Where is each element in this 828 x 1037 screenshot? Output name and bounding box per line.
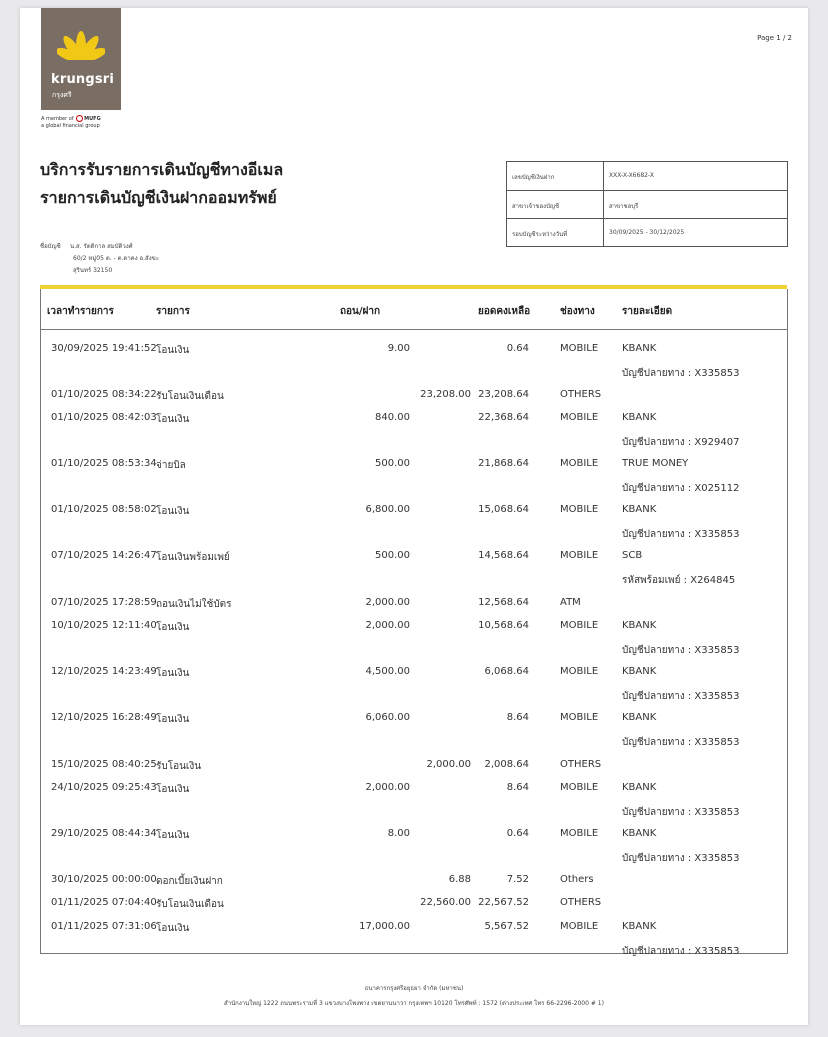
row-balance: 8.64 — [506, 712, 529, 723]
row-withdraw: 2,000.00 — [365, 597, 410, 608]
row-balance: 14,568.64 — [478, 550, 529, 561]
info-value: 30/09/2025 - 30/12/2025 — [609, 229, 685, 236]
row-description: รับโอนเงินเดือน — [156, 391, 224, 402]
row-description: โอนเงิน — [156, 714, 190, 725]
row-time: 01/10/2025 08:34:22 — [51, 389, 157, 400]
row-balance: 2,008.64 — [484, 759, 529, 770]
row-channel: Others — [560, 874, 594, 885]
account-name-value: น.ส. รัตติกาล สมบัติวงศ์ — [70, 243, 133, 250]
row-channel: MOBILE — [560, 458, 599, 469]
row-balance: 0.64 — [506, 343, 529, 354]
row-channel: MOBILE — [560, 782, 599, 793]
row-channel: MOBILE — [560, 828, 599, 839]
row-destination: บัญชีปลายทาง : X335853 — [622, 368, 740, 379]
row-description: โอนเงินพร้อมเพย์ — [156, 552, 230, 563]
row-description: โอนเงิน — [156, 830, 190, 841]
row-destination: บัญชีปลายทาง : X335853 — [622, 946, 740, 957]
row-detail: KBANK — [622, 412, 657, 423]
row-destination: บัญชีปลายทาง : X335853 — [622, 737, 740, 748]
row-description: โอนเงิน — [156, 923, 190, 934]
row-withdraw: 840.00 — [375, 412, 410, 423]
row-time: 30/09/2025 19:41:52 — [51, 343, 157, 354]
row-time: 07/10/2025 14:26:47 — [51, 550, 157, 561]
row-time: 24/10/2025 09:25:43 — [51, 782, 157, 793]
row-time: 15/10/2025 08:40:25 — [51, 759, 157, 770]
row-time: 01/10/2025 08:53:34 — [51, 458, 157, 469]
row-deposit: 23,208.00 — [420, 389, 471, 400]
info-label: รอบบัญชีระหว่างวันที่ — [512, 231, 568, 238]
row-description: โอนเงิน — [156, 784, 190, 795]
row-detail: SCB — [622, 550, 643, 561]
row-deposit: 2,000.00 — [426, 759, 471, 770]
member-brand: MUFG — [84, 116, 101, 122]
row-balance: 21,868.64 — [478, 458, 529, 469]
info-label: เลขบัญชีเงินฝาก — [512, 174, 555, 181]
page-number: Page 1 / 2 — [757, 34, 792, 42]
row-description: โอนเงิน — [156, 414, 190, 425]
row-balance: 22,567.52 — [478, 897, 529, 908]
row-time: 12/10/2025 16:28:49 — [51, 712, 157, 723]
krungsri-logo — [41, 8, 121, 110]
row-channel: MOBILE — [560, 504, 599, 515]
krungsri-symbol-icon — [57, 22, 105, 66]
row-detail: KBANK — [622, 782, 657, 793]
row-description: โอนเงิน — [156, 622, 190, 633]
row-destination: บัญชีปลายทาง : X335853 — [622, 807, 740, 818]
row-time: 01/10/2025 08:42:03 — [51, 412, 157, 423]
row-channel: MOBILE — [560, 343, 599, 354]
col-channel: ช่องทาง — [560, 306, 595, 317]
row-withdraw: 4,500.00 — [365, 666, 410, 677]
row-time: 01/11/2025 07:04:40 — [51, 897, 157, 908]
row-description: โอนเงิน — [156, 668, 190, 679]
row-balance: 6,068.64 — [484, 666, 529, 677]
row-deposit: 22,560.00 — [420, 897, 471, 908]
row-balance: 7.52 — [506, 874, 529, 885]
row-balance: 10,568.64 — [478, 620, 529, 631]
row-balance: 12,568.64 — [478, 597, 529, 608]
row-destination: บัญชีปลายทาง : X335853 — [622, 645, 740, 656]
row-time: 01/10/2025 08:58:02 — [51, 504, 157, 515]
info-row-account-number — [507, 162, 787, 190]
footer-address: สำนักงานใหญ่ 1222 ถนนพระรามที่ 3 แขวงบางโพงพาง เขตยานนาวา กรุงเทพฯ 10120 โทรศัพท์ : 1572 (ต่างประเทศ โทร 66-2296-2000 # 1) — [224, 1000, 604, 1007]
row-detail: KBANK — [622, 620, 657, 631]
row-withdraw: 9.00 — [387, 343, 410, 354]
row-destination: บัญชีปลายทาง : X335853 — [622, 853, 740, 864]
row-withdraw: 6,800.00 — [365, 504, 410, 515]
col-detail: รายละเอียด — [622, 306, 673, 317]
logo-thai-text: กรุงศรี — [52, 91, 72, 99]
row-withdraw: 500.00 — [375, 550, 410, 561]
account-holder — [40, 241, 159, 277]
row-time: 01/11/2025 07:31:06 — [51, 921, 157, 932]
row-channel: OTHERS — [560, 389, 602, 400]
member-tagline: a global financial group — [41, 123, 100, 129]
row-detail: KBANK — [622, 343, 657, 354]
row-balance: 22,368.64 — [478, 412, 529, 423]
row-channel: OTHERS — [560, 759, 602, 770]
row-destination: บัญชีปลายทาง : X929407 — [622, 437, 740, 448]
row-description: โอนเงิน — [156, 345, 190, 356]
row-time: 07/10/2025 17:28:59 — [51, 597, 157, 608]
address-line-1: 60/2 หมู่05 ต. - ต.ดาคง อ.สังขะ — [73, 255, 159, 262]
col-description: รายการ — [156, 306, 190, 317]
row-channel: MOBILE — [560, 412, 599, 423]
row-balance: 8.64 — [506, 782, 529, 793]
row-withdraw: 17,000.00 — [359, 921, 410, 932]
row-detail: KBANK — [622, 504, 657, 515]
mufg-member-note — [41, 115, 151, 130]
row-balance: 15,068.64 — [478, 504, 529, 515]
row-channel: MOBILE — [560, 921, 599, 932]
row-detail: KBANK — [622, 828, 657, 839]
row-description: รับโอนเงินเดือน — [156, 899, 224, 910]
row-destination: บัญชีปลายทาง : X335853 — [622, 529, 740, 540]
row-destination: รหัสพร้อมเพย์ : X264845 — [622, 575, 736, 586]
row-channel: MOBILE — [560, 550, 599, 561]
row-withdraw: 2,000.00 — [365, 782, 410, 793]
row-channel: MOBILE — [560, 666, 599, 677]
row-destination: บัญชีปลายทาง : X025112 — [622, 483, 740, 494]
row-channel: OTHERS — [560, 897, 602, 908]
row-withdraw: 8.00 — [387, 828, 410, 839]
row-balance: 5,567.52 — [484, 921, 529, 932]
mufg-mark-icon — [76, 115, 83, 122]
row-destination: บัญชีปลายทาง : X335853 — [622, 691, 740, 702]
row-detail: KBANK — [622, 921, 657, 932]
row-description: โอนเงิน — [156, 506, 190, 517]
statement-title: รายการเดินบัญชีเงินฝากออมทรัพย์ — [40, 188, 277, 207]
table-header — [41, 289, 787, 330]
row-time: 29/10/2025 08:44:34 — [51, 828, 157, 839]
row-deposit: 6.88 — [448, 874, 471, 885]
row-detail: KBANK — [622, 666, 657, 677]
info-label: สาขาเจ้าของบัญชี — [512, 203, 560, 210]
info-row-period — [507, 218, 787, 247]
info-value: สาขาชลบุรี — [609, 203, 639, 210]
row-withdraw: 500.00 — [375, 458, 410, 469]
row-withdraw: 6,060.00 — [365, 712, 410, 723]
col-amount: ถอน/ฝาก — [340, 306, 381, 317]
row-channel: ATM — [560, 597, 581, 608]
footer-bank-name: ธนาคารกรุงศรีอยุธยา จำกัด (มหาชน) — [364, 985, 464, 992]
row-withdraw: 2,000.00 — [365, 620, 410, 631]
logo-wordmark: krungsri — [51, 72, 115, 87]
service-title: บริการรับรายการเดินบัญชีทางอีเมล — [40, 160, 284, 179]
row-description: จ่ายบิล — [156, 460, 186, 471]
row-description: ถอนเงินไม่ใช้บัตร — [156, 599, 232, 610]
account-name-label: ชื่อบัญชี — [40, 243, 61, 250]
row-description: ดอกเบี้ยเงินฝาก — [156, 876, 223, 887]
account-info-box — [506, 161, 788, 247]
row-time: 10/10/2025 12:11:40 — [51, 620, 157, 631]
row-balance: 23,208.64 — [478, 389, 529, 400]
col-time: เวลาทำรายการ — [47, 306, 114, 317]
row-channel: MOBILE — [560, 712, 599, 723]
row-description: รับโอนเงิน — [156, 761, 202, 772]
row-channel: MOBILE — [560, 620, 599, 631]
address-line-2: สุรินทร์ 32150 — [73, 267, 113, 274]
col-balance: ยอดคงเหลือ — [478, 306, 531, 317]
row-balance: 0.64 — [506, 828, 529, 839]
transactions-table — [40, 289, 788, 957]
row-time: 30/10/2025 00:00:00 — [51, 874, 157, 885]
info-value: XXX-X-X6682-X — [609, 172, 654, 179]
member-prefix: A member of — [41, 116, 74, 122]
row-time: 12/10/2025 14:23:49 — [51, 666, 157, 677]
info-row-branch — [507, 190, 787, 219]
row-detail: TRUE MONEY — [622, 458, 689, 469]
statement-page — [20, 8, 808, 1025]
row-detail: KBANK — [622, 712, 657, 723]
